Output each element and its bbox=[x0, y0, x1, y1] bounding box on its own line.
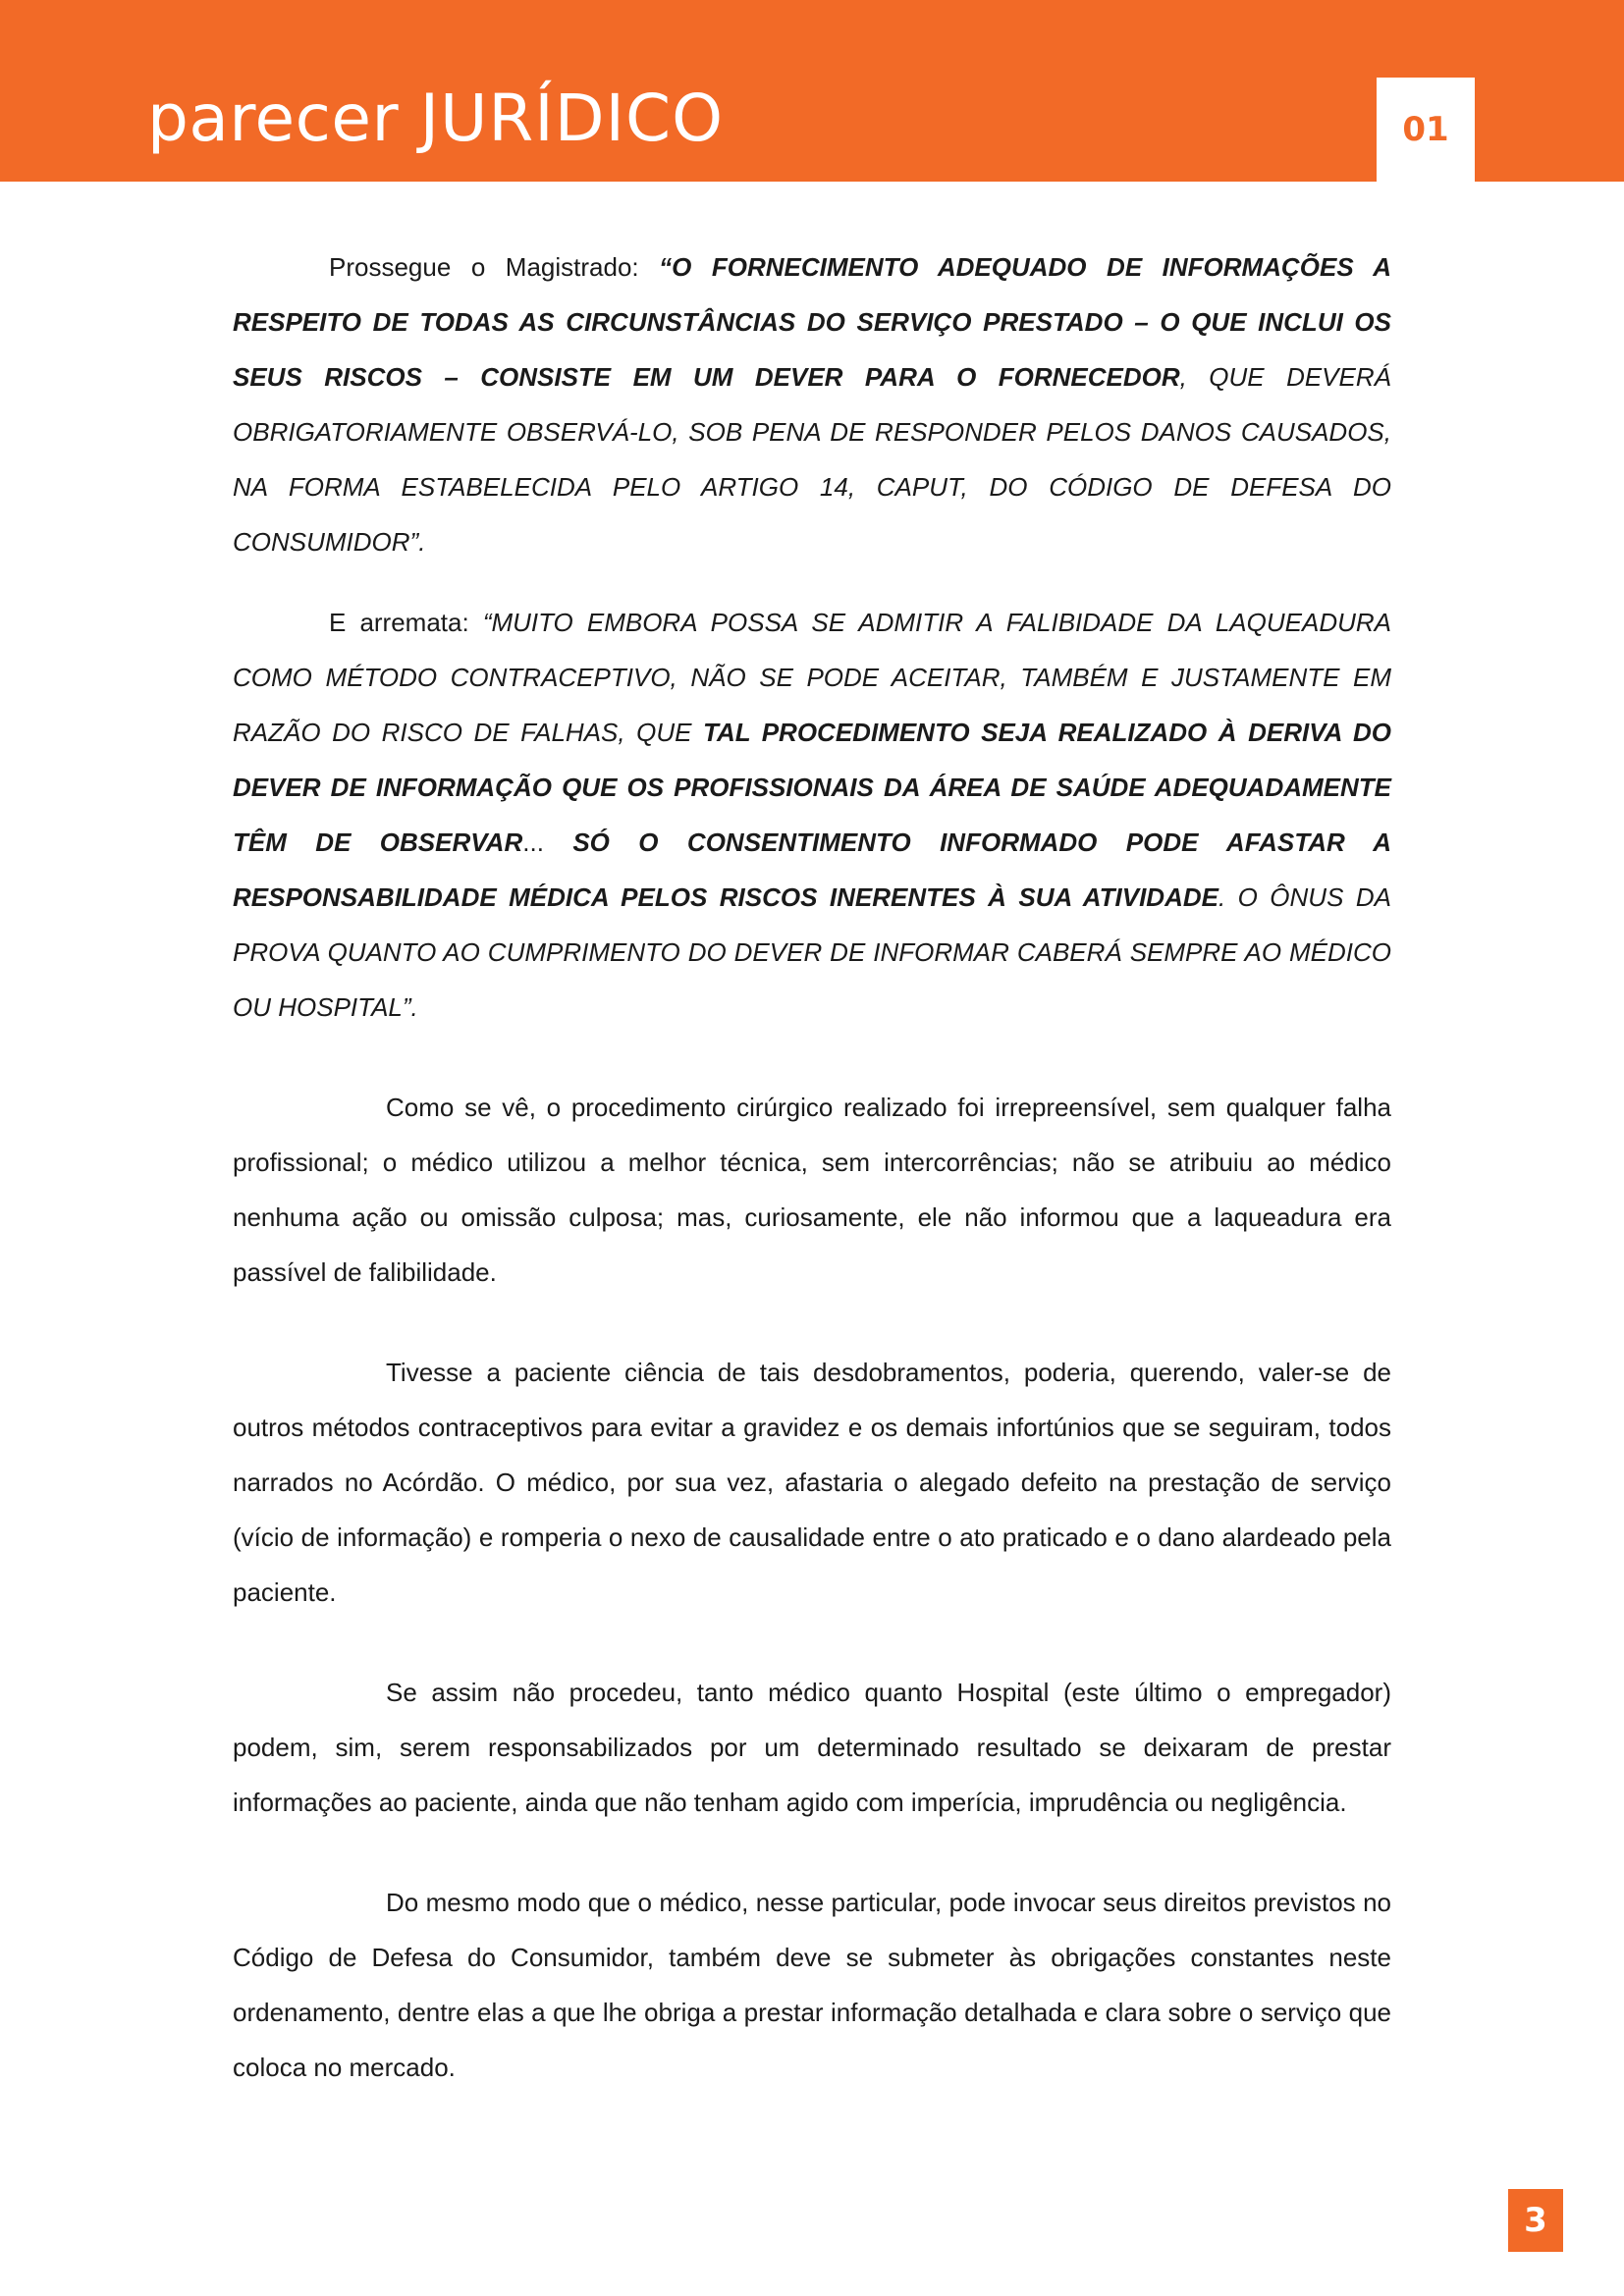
paragraph-body: Do mesmo modo que o médico, nesse particular, pode invocar seus direitos previstos no Código de Defesa do Consumidor, também deve se submeter às obrigações constantes neste ordenamento, dentre elas a que lhe obriga a prestar informação detalhada e clara sobre o serviço que coloca no mercado. bbox=[233, 1888, 1391, 2082]
paragraph-body: Tivesse a paciente ciência de tais desdobramentos, poderia, querendo, valer-se de outros métodos contraceptivos para evitar a gravidez e os demais infortúnios que se seguiram, todos narrados no Acórdão. O médico, por sua vez, afastaria o alegado defeito na prestação de serviço (vício de informação) e romperia o nexo de causalidade entre o ato praticado e o dano alardeado pela paciente. bbox=[233, 1358, 1391, 1607]
publication-title bbox=[147, 80, 725, 156]
paragraph-quote-1 bbox=[233, 240, 1391, 569]
quote-text: . O ÔNUS DA PROVA QUANTO AO CUMPRIMENTO DO DEVER DE INFORMAR CABERÁ SEMPRE AO MÉDICO OU HOSPITAL”. bbox=[233, 882, 1391, 1022]
paragraph-body: Como se vê, o procedimento cirúrgico realizado foi irrepreensível, sem qualquer falha profissional; o médico utilizou a melhor técnica, sem intercorrências; não se atribuiu ao médico nenhuma ação ou omissão culposa; mas, curiosamente, ele não informou que a laqueadura era passível de falibilidade. bbox=[233, 1093, 1391, 1287]
quote-text: , QUE DEVERÁ OBRIGATORIAMENTE OBSERVÁ-LO, SOB PENA DE RESPONDER PELOS DANOS CAUSADOS, NA FORMA ESTABELECIDA PELO ARTIGO 14, CAPUT, DO CÓDIGO DE DEFESA DO CONSUMIDOR”. bbox=[233, 362, 1391, 557]
paragraph-quote-2 bbox=[233, 595, 1391, 1035]
quote-emphasis: SÓ O CONSENTIMENTO INFORMADO PODE AFASTAR A RESPONSABILIDADE MÉDICA PELOS RISCOS INERENTES À SUA ATIVIDADE bbox=[233, 828, 1391, 912]
page-number: 3 bbox=[1508, 2189, 1563, 2252]
quote-ellipsis: ... bbox=[522, 828, 573, 857]
title-prefix: parecer bbox=[147, 80, 420, 156]
title-main: JURÍDICO bbox=[419, 80, 725, 156]
quote-text: “MUITO EMBORA POSSA SE ADMITIR A FALIBIDADE DA LAQUEADURA COMO MÉTODO CONTRACEPTIVO, NÃO SE PODE ACEITAR, TAMBÉM E JUSTAMENTE EM RAZÃO DO RISCO DE FALHAS, QUE bbox=[233, 608, 1391, 747]
quote-emphasis: “O FORNECIMENTO ADEQUADO DE INFORMAÇÕES A RESPEITO DE TODAS AS CIRCUNSTÂNCIAS DO SERVIÇO PRESTADO – O QUE INCLUI OS SEUS RISCOS – CONSISTE EM UM DEVER PARA O FORNECEDOR bbox=[233, 252, 1392, 392]
quote-intro: Prossegue o Magistrado: bbox=[329, 252, 660, 282]
issue-number-badge: 01 bbox=[1377, 78, 1475, 182]
article-body bbox=[233, 240, 1391, 2140]
quote-emphasis: TAL PROCEDIMENTO SEJA REALIZADO À DERIVA DO DEVER DE INFORMAÇÃO QUE OS PROFISSIONAIS DA ÁREA DE SAÚDE ADEQUADAMENTE TÊM DE OBSERVAR bbox=[233, 718, 1391, 857]
paragraph-body: Se assim não procedeu, tanto médico quanto Hospital (este último o empregador) podem, sim, serem responsabilizados por um determinado resultado se deixaram de prestar informações ao paciente, ainda que não tenham agido com imperícia, imprudência ou negligência. bbox=[233, 1678, 1391, 1817]
quote-intro: E arremata: bbox=[329, 608, 483, 637]
